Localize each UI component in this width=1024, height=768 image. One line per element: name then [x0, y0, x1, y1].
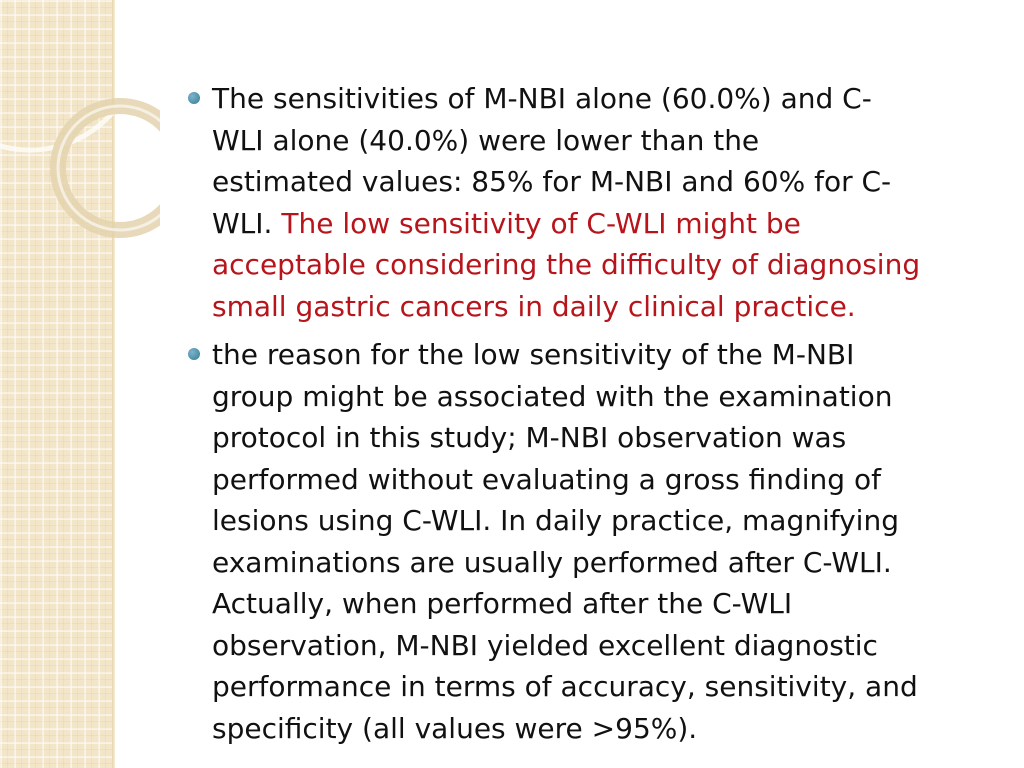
text-line: observation, M-NBI yielded excellent diagnostic — [212, 628, 878, 662]
bullet-item-2 — [180, 334, 980, 749]
highlighted-text: The low sensitivity of C-WLI might be — [281, 206, 801, 240]
bullet-item-1 — [180, 78, 980, 327]
text-line: examinations are usually performed after C-WLI. — [212, 545, 892, 579]
text-line: the reason for the low sensitivity of the M-NBI — [212, 338, 855, 371]
text-line: Actually, when performed after the C-WLI — [212, 587, 793, 620]
bullet-dot-icon — [188, 92, 200, 104]
text-line: specificity (all values were >95%). — [212, 711, 698, 745]
highlighted-text-line: small gastric cancers in daily clinical practice. — [212, 289, 856, 323]
text-line: performed without evaluating a gross finding of — [212, 462, 881, 496]
text-line: lesions using C-WLI. In daily practice, magnifying — [212, 504, 899, 537]
text-line: group might be associated with the examination — [212, 379, 893, 413]
text-line: WLI. The low sensitivity of C-WLI might be — [212, 206, 801, 240]
text-line: WLI alone (40.0%) were lower than the — [212, 123, 760, 157]
bullet-dot-icon — [188, 348, 200, 360]
bullet-list — [180, 78, 980, 749]
decorative-circles — [0, 0, 160, 300]
slide-body — [180, 78, 980, 756]
text-line: The sensitivities of M-NBI alone (60.0%) and C- — [212, 82, 872, 115]
text-line: protocol in this study; M-NBI observation was — [212, 421, 847, 454]
text-line: estimated values: 85% for M-NBI and 60% for C- — [212, 165, 892, 198]
highlighted-text-line: acceptable considering the difficulty of diagnosing — [212, 248, 921, 281]
text-line: performance in terms of accuracy, sensitivity, and — [212, 670, 918, 703]
